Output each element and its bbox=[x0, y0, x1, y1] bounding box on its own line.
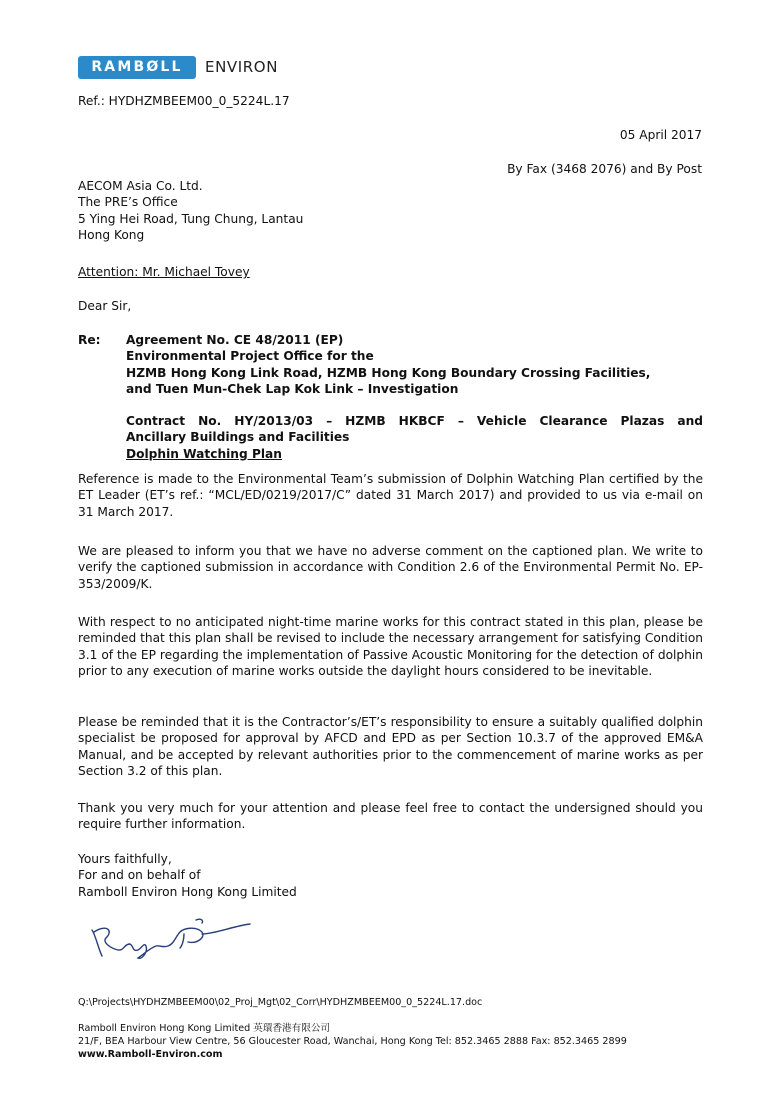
delivery-method: By Fax (3468 2076) and By Post bbox=[507, 162, 702, 176]
body-paragraph-2: We are pleased to inform you that we have no adverse comment on the captioned plan. We write to verify the captioned submission in accordance with Condition 2.6 of the Environmental Permit No. EP-353/2009/K. bbox=[78, 544, 703, 591]
body-paragraph-4: Please be reminded that it is the Contractor’s/ET’s responsibility to ensure a suitably qualified dolphin specialist be proposed for approval by AFCD and EPD as per Section 10.3.7 of the approved EM&A Manual, and be accepted by relevant authorities prior to the commencement of marine works as per Section 3.2 of this plan. bbox=[78, 715, 703, 778]
subject-line: Ancillary Buildings and Facilities bbox=[126, 430, 350, 445]
footer-company-name: Ramboll Environ Hong Kong Limited bbox=[78, 1023, 251, 1034]
address-line: The PRE’s Office bbox=[78, 195, 178, 210]
file-path: Q:\Projects\HYDHZMBEEM00\02_Proj_Mgt\02_Corr\HYDHZMBEEM00_0_5224L.17.doc bbox=[78, 997, 483, 1008]
closing-block bbox=[78, 851, 297, 900]
subject-line: Agreement No. CE 48/2011 (EP) bbox=[126, 333, 344, 347]
footer-company-cjk: 英環香港有限公司 bbox=[253, 1023, 331, 1034]
subject-line: Environmental Project Office for the bbox=[126, 349, 374, 364]
attention-line: Attention: Mr. Michael Tovey bbox=[78, 265, 250, 279]
reference-number: Ref.: HYDHZMBEEM00_0_5224L.17 bbox=[78, 94, 290, 108]
letter-date: 05 April 2017 bbox=[619, 128, 702, 142]
footer-website: www.Ramboll-Environ.com bbox=[78, 1049, 223, 1060]
company-logo: RAMBØLL bbox=[78, 56, 196, 79]
document-title: Dolphin Watching Plan bbox=[126, 446, 282, 461]
footer-address: 21/F, BEA Harbour View Centre, 56 Gloucester Road, Wanchai, Hong Kong Tel: 852.3465 2888 Fax: 852.3465 2899 bbox=[78, 1036, 627, 1047]
subject-line: and Tuen Mun-Chek Lap Kok Link – Investigation bbox=[126, 381, 459, 396]
closing-line: Yours faithfully, bbox=[78, 852, 172, 866]
subject-line: HZMB Hong Kong Link Road, HZMB Hong Kong Boundary Crossing Facilities, bbox=[126, 365, 651, 380]
recipient-address bbox=[78, 178, 303, 243]
company-logo-suffix: ENVIRON bbox=[205, 58, 279, 76]
footer-company bbox=[78, 1023, 330, 1036]
body-paragraph-3: With respect to no anticipated night-time marine works for this contract stated in this plan, please be reminded that this plan shall be revised to include the necessary arrangement for satisfying Condition 3.1 of the EP regarding the implementation of Passive Acoustic Monitoring for the detection of dolphin prior to any execution of marine works outside the daylight hours considered to be inevitable. bbox=[78, 615, 703, 678]
subject-label: Re: bbox=[78, 333, 101, 347]
salutation: Dear Sir, bbox=[78, 299, 132, 313]
closing-line: For and on behalf of bbox=[78, 868, 201, 883]
body-paragraph-5: Thank you very much for your attention and please feel free to contact the undersigned should you require further information. bbox=[78, 801, 703, 832]
subject-line: Contract No. HY/2013/03 – HZMB HKBCF – Vehicle Clearance Plazas and bbox=[126, 414, 703, 429]
address-line: 5 Ying Hei Road, Tung Chung, Lantau bbox=[78, 211, 304, 226]
closing-line: Ramboll Environ Hong Kong Limited bbox=[78, 884, 297, 899]
address-line: AECOM Asia Co. Ltd. bbox=[78, 179, 203, 193]
signature-image bbox=[84, 914, 254, 964]
subject-block bbox=[126, 332, 703, 462]
address-line: Hong Kong bbox=[78, 227, 145, 242]
body-paragraph-1: Reference is made to the Environmental Team’s submission of Dolphin Watching Plan certified by the ET Leader (ET’s ref.: “MCL/ED/0219/2017/C” dated 31 March 2017) and provided to us via e-mail on 31 March 2017. bbox=[78, 472, 703, 519]
